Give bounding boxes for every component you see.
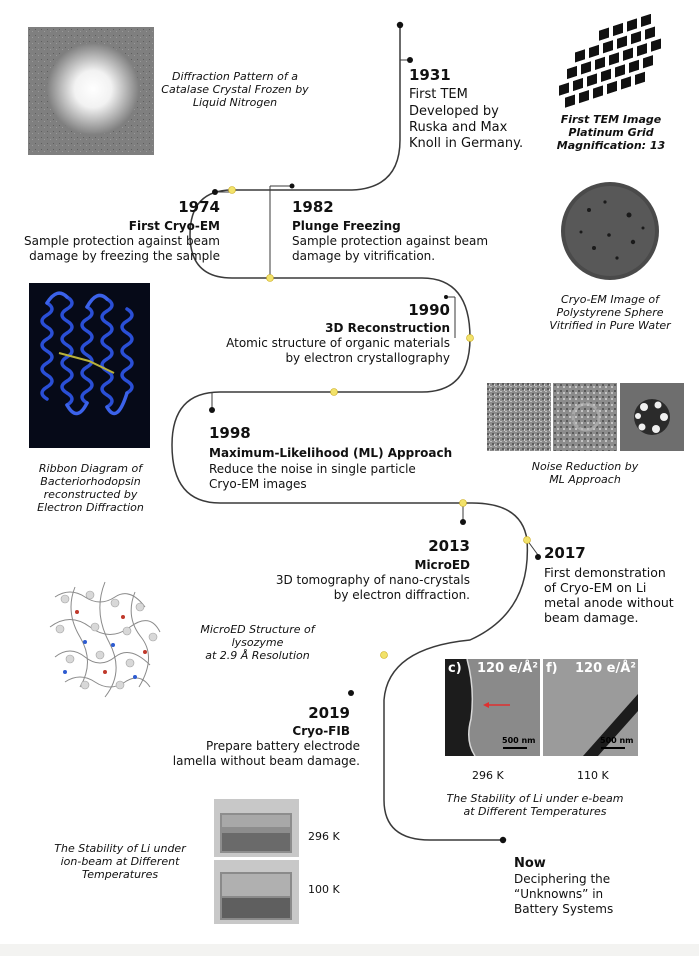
- caption-li-ebeam: The Stability of Li under e-beam at Different Temperatures: [446, 792, 624, 818]
- polystyrene-sphere-image: [559, 180, 661, 282]
- caption-polystyrene: Cryo-EM Image of Polystyrene Sphere Vitrified in Pure Water: [549, 293, 671, 332]
- caption-ribbon: Ribbon Diagram of Bacteriorhodopsin reconstructed by Electron Diffraction: [37, 462, 144, 514]
- temp-100k-ionbeam: 100 K: [308, 883, 340, 896]
- desc-2017: First demonstration of Cryo-EM on Li metal anode without beam damage.: [544, 565, 674, 625]
- title-2019: Cryo-FIB: [292, 724, 350, 738]
- node-1998: [331, 389, 338, 396]
- panel-c-dose: 120 e/Å²: [477, 661, 538, 676]
- dot-2013: [460, 519, 466, 525]
- first-tem-image: [545, 14, 673, 114]
- panel-f-scalebar: 500 nm: [600, 736, 634, 745]
- node-2013: [460, 500, 467, 507]
- year-2017: 2017: [544, 544, 586, 562]
- dot-1990: [444, 295, 448, 299]
- dot-1982: [290, 184, 295, 189]
- dot-now: [500, 837, 506, 843]
- temp-296k-ionbeam: 296 K: [308, 830, 340, 843]
- panel-f-label: f): [546, 661, 558, 676]
- node-2019: [381, 652, 388, 659]
- dot-2019: [348, 690, 354, 696]
- caption-first-tem: First TEM Image Platinum Grid Magnification: 13: [556, 113, 666, 152]
- title-1931: First TEM: [409, 87, 468, 102]
- temp-110k-ebeam: 110 K: [577, 769, 609, 782]
- title-1998: Maximum-Likelihood (ML) Approach: [209, 446, 453, 460]
- node-1990: [467, 335, 474, 342]
- desc-1990: Atomic structure of organic materials by electron crystallography: [226, 336, 450, 365]
- lysozyme-structure-image: [35, 567, 173, 707]
- caption-diffraction: Diffraction Pattern of a Catalase Crystal Frozen by Liquid Nitrogen: [161, 70, 309, 109]
- panel-c-label: c): [448, 661, 462, 676]
- year-1931: 1931: [409, 66, 451, 84]
- title-1990: 3D Reconstruction: [325, 321, 450, 335]
- year-2019: 2019: [308, 704, 350, 722]
- caption-noise: Noise Reduction by ML Approach: [531, 460, 639, 486]
- desc-2013: 3D tomography of nano-crystals by electron diffraction.: [275, 573, 470, 602]
- li-ionbeam-296k-image: [214, 799, 299, 857]
- diffraction-pattern-image: [28, 27, 154, 155]
- noise-reduction-image-1: [487, 383, 551, 451]
- bacteriorhodopsin-ribbon-image: [29, 283, 150, 448]
- dot-start: [397, 22, 403, 28]
- desc-now: Deciphering the “Unknowns” in Battery Systems: [514, 872, 614, 916]
- dot-1998: [209, 407, 215, 413]
- panel-f-dose: 120 e/Å²: [575, 661, 636, 676]
- title-1982: Plunge Freezing: [292, 219, 401, 233]
- title-2013: MicroED: [414, 558, 470, 572]
- li-ionbeam-100k-image: [214, 860, 299, 924]
- node-2017: [524, 537, 531, 544]
- caption-li-ionbeam: The Stability of Li under ion-beam at Different Temperatures: [54, 842, 186, 881]
- desc-1982: Sample protection against beam damage by vitrification.: [292, 234, 489, 263]
- desc-1974: Sample protection against beam damage by freezing the sample: [23, 234, 220, 263]
- dot-2017: [535, 554, 541, 560]
- temp-296k-ebeam: 296 K: [472, 769, 504, 782]
- node-1982: [267, 275, 274, 282]
- year-1974: 1974: [178, 198, 220, 216]
- desc-2019: Prepare battery electrode lamella without beam damage.: [172, 739, 360, 768]
- noise-reduction-image-2: [553, 383, 617, 451]
- panel-c-scalebar: 500 nm: [502, 736, 536, 745]
- caption-lysozyme: MicroED Structure of lysozyme at 2.9 Å Resolution: [200, 623, 315, 662]
- year-now: Now: [514, 856, 546, 871]
- node-1974: [229, 187, 236, 194]
- li-ebeam-296k-image: [445, 659, 540, 756]
- year-1990: 1990: [408, 301, 450, 319]
- desc-1931: Developed by Ruska and Max Knoll in Germany.: [409, 104, 524, 151]
- year-2013: 2013: [428, 537, 470, 555]
- dot-1931: [407, 57, 413, 63]
- title-1974: First Cryo-EM: [128, 219, 220, 233]
- dot-1974: [212, 189, 218, 195]
- year-1998: 1998: [209, 424, 251, 442]
- li-ebeam-110k-image: [543, 659, 638, 756]
- year-1982: 1982: [292, 198, 334, 216]
- noise-reduction-image-3: [620, 383, 684, 451]
- desc-1998: Reduce the noise in single particle Cryo-EM images: [209, 462, 416, 491]
